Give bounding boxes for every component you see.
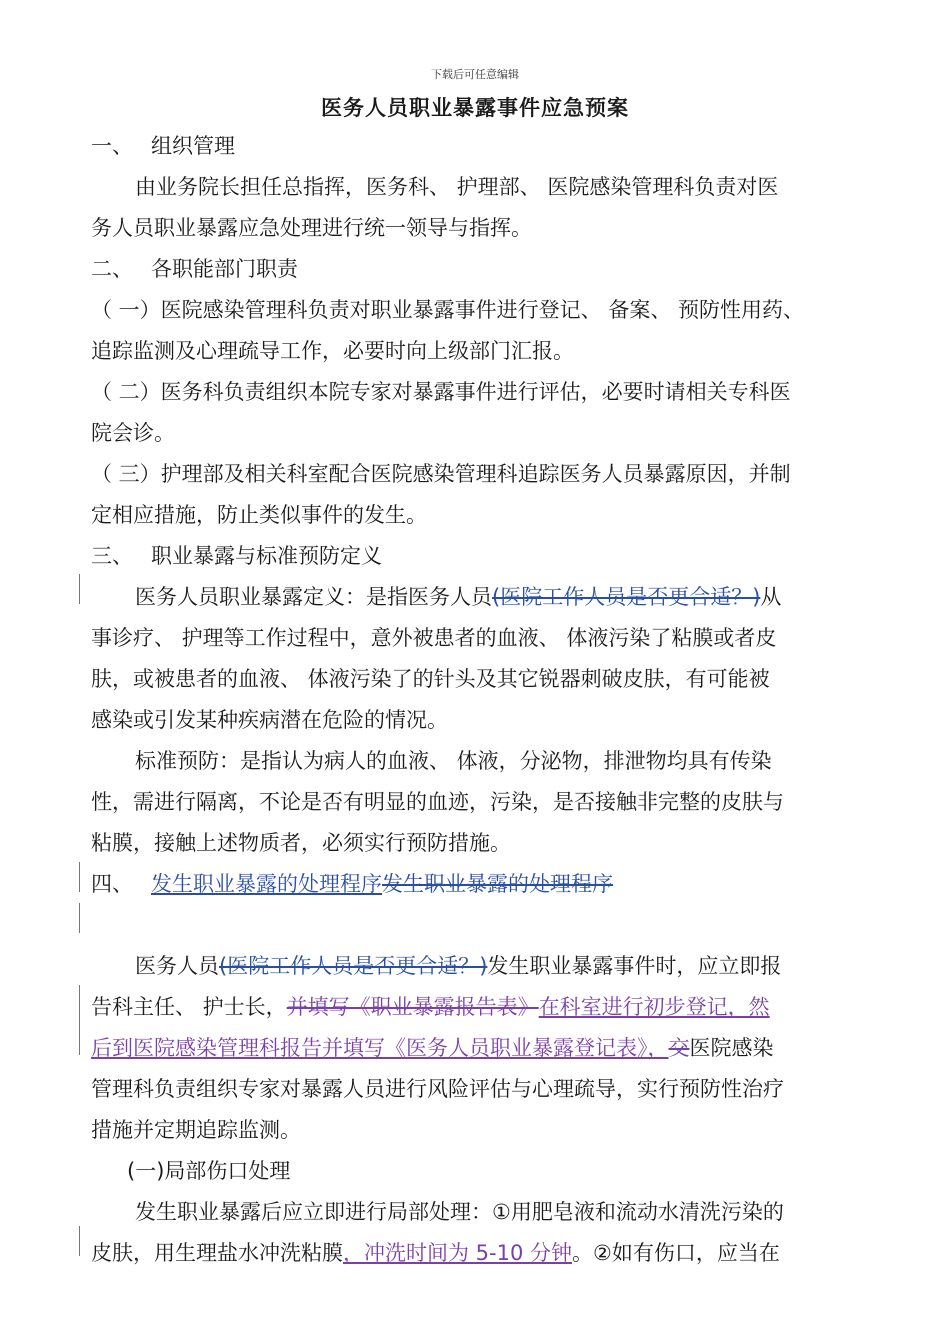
paragraph-line — [91, 946, 861, 987]
text-run: 皮肤，用生理盐水冲洗粘膜 — [91, 1241, 343, 1265]
section-title: 组织管理 — [151, 134, 235, 158]
paragraph-line: 发生职业暴露后应立即进行局部处理：①用肥皂液和流动水清洗污染的 — [135, 1200, 784, 1224]
section-number: 二、 — [91, 257, 133, 281]
tracked-insertion: 后到医院感染管理科报告并填写《医务人员职业暴露登记表》， — [91, 1036, 669, 1060]
subsection-heading: (一)局部伤口处理 — [127, 1159, 291, 1183]
change-bar — [79, 903, 80, 933]
paragraph-line — [91, 1233, 861, 1274]
paragraph-line: 管理科负责组织专家对暴露人员进行风险评估与心理疏导，实行预防性治疗 — [91, 1077, 784, 1101]
text-run: 医务人员职业暴露定义：是指医务人员 — [135, 585, 492, 609]
text-run: 从 — [760, 585, 782, 609]
section-heading — [91, 126, 861, 167]
section-heading — [91, 249, 861, 290]
change-bar — [79, 1226, 80, 1256]
paragraph-line: 粘膜，接触上述物质者，必须实行预防措施。 — [91, 831, 511, 855]
paragraph-line — [91, 577, 861, 618]
paragraph-line: 标准预防：是指认为病人的血液、 体液，分泌物，排泄物均具有传染 — [135, 749, 772, 773]
text-run: 医院感染 — [689, 1036, 774, 1060]
tracked-deletion: 发生职业暴露的处理程序 — [382, 872, 613, 896]
paragraph-line: 务人员职业暴露应急处理进行统一领导与指挥。 — [91, 216, 532, 240]
section-number: 一、 — [91, 134, 133, 158]
paragraph-line: 肤，或被患者的血液、 体液污染了的针头及其它锐器刺破皮肤，有可能被 — [91, 667, 770, 691]
paragraph-line — [91, 987, 861, 1028]
document-body — [91, 126, 861, 1274]
text-run: 发生职业暴露事件时，应立即报 — [487, 954, 782, 978]
tracked-deletion: 并填写《职业暴露报告表》 — [286, 995, 539, 1019]
text-run: 告科主任、 护士长， — [91, 995, 287, 1019]
paragraph-line: 性，需进行隔离，不论是否有明显的血迹，污染，是否接触非完整的皮肤与 — [91, 790, 784, 814]
paragraph-line: 事诊疗、 护理等工作过程中，意外被患者的血液、 体液污染了粘膜或者皮 — [91, 626, 777, 650]
section-heading — [91, 864, 861, 905]
change-bar — [79, 985, 80, 1055]
tracked-insertion: 在科室进行初步登记，然 — [538, 995, 770, 1019]
tracked-insertion: ，冲洗时间为 5-10 分钟 — [343, 1241, 573, 1265]
text-run: 。②如有伤口，应当在 — [572, 1241, 780, 1265]
tracked-insertion: 发生职业暴露的处理程序 — [151, 872, 382, 896]
tracked-deletion: 交 — [668, 1036, 690, 1060]
section-heading — [91, 536, 861, 577]
tracked-deletion: (医院工作人员是否更合适？) — [492, 585, 761, 609]
paragraph-line: 定相应措施，防止类似事件的发生。 — [91, 503, 427, 527]
paragraph-line: 院会诊。 — [91, 421, 175, 445]
document-title: 医务人员职业暴露事件应急预案 — [321, 96, 629, 120]
text-run: 医务人员 — [135, 954, 219, 978]
tracked-deletion: (医院工作人员是否更合适？) — [219, 954, 488, 978]
paragraph-line — [91, 1028, 861, 1069]
section-title: 职业暴露与标准预防定义 — [151, 544, 382, 568]
section-number: 三、 — [91, 544, 133, 568]
paragraph-line: 措施并定期追踪监测。 — [91, 1118, 301, 1142]
paragraph-line: 感染或引发某种疾病潜在危险的情况。 — [91, 708, 448, 732]
section-number: 四、 — [91, 872, 133, 896]
paragraph-line: （ 二）医务科负责组织本院专家对暴露事件进行评估，必要时请相关专科医 — [91, 380, 791, 404]
paragraph-line: 由业务院长担任总指挥，医务科、 护理部、 医院感染管理科负责对医 — [135, 175, 779, 199]
paragraph-line: （ 一）医院感染管理科负责对职业暴露事件进行登记、 备案、 预防性用药、 — [91, 298, 805, 322]
empty-line — [91, 905, 861, 946]
section-title: 各职能部门职责 — [151, 257, 298, 281]
paragraph-line: （ 三）护理部及相关科室配合医院感染管理科追踪医务人员暴露原因，并制 — [91, 462, 791, 486]
change-bar — [79, 862, 80, 892]
header-note: 下载后可任意编辑 — [431, 68, 519, 81]
change-bar — [79, 574, 80, 604]
paragraph-line: 追踪监测及心理疏导工作，必要时向上级部门汇报。 — [91, 339, 574, 363]
